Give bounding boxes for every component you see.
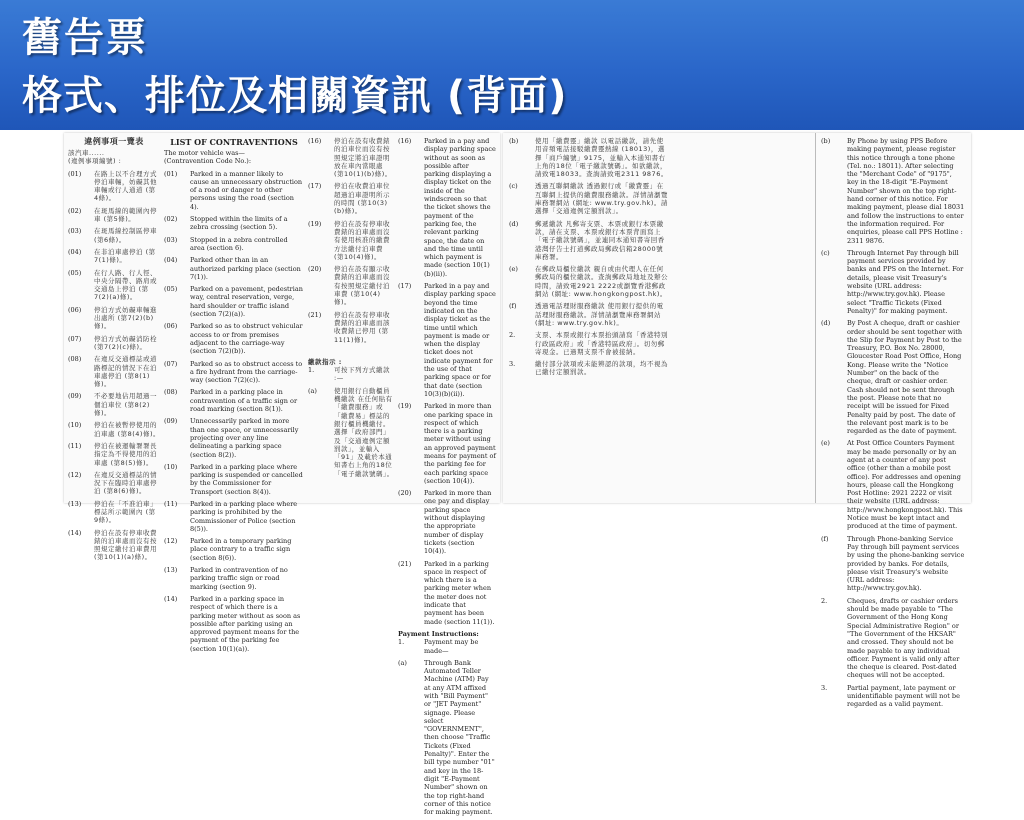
item-text: 使用銀行自動櫃員機繳款 在任何貼有「繳費服務」或「繳費易」標誌的銀行櫃員機繳付。選擇「政府部門」及「交通違例定額罰款」，並輸入「91」及載於本通知書右上角的18位「電子繳款號碼」。	[334, 386, 394, 478]
item-text: 在非泊車處停泊 (第7(1)條)。	[94, 247, 156, 265]
list-item	[164, 360, 304, 385]
item-number: (20)	[398, 489, 412, 498]
item-text: 在違反交通標誌的情況下在臨時泊車處停泊 (第8(6)條)。	[94, 470, 157, 496]
list-item	[164, 256, 304, 281]
list-item	[164, 500, 304, 533]
item-number: (12)	[68, 470, 82, 479]
list-item	[398, 137, 496, 278]
item-text: 透過互聯網繳款 透過銀行或「繳費靈」在互聯網上提供的繳費服務繳款。詳情請瀏覽庫務署網站 (網址: www.try.gov.hk)。請選擇「交通違例定額罰款」。	[535, 182, 668, 216]
item-text: Through Bank Automated Teller Machine (ATM) Pay at any ATM affixed with "Bill Payment" or "JET Payment" signage. Please select "GOVERNMENT", then choose "Traffic Tickets (Fixed Penalty)". Enter the bill type number "01" and key in the 18-digit "E-Payment Number" shown on the top right-hand corner of this notice for making payment.	[424, 658, 495, 817]
ticket-back-right-page	[503, 133, 971, 709]
zh-payment-methods	[509, 137, 669, 377]
item-number: (13)	[68, 499, 82, 508]
item-text: By Phone by using PPS Before making payment, please register this notice through a tone phone (Tel. no.: 18011). After selecting the "Merchant Code" of "9175", key in the 18-digit "E-Payment Number" shown on the top right-hand corner of this notice. For making payment, please dial 18031 and follow the instructions to enter the information required. For enquiries, please call PPS Hotline : 2311 9876.	[847, 137, 965, 245]
item-text: 在行人路、行人徑、中央分隔帶、路肩或交通島上停泊 (第7(2)(a)條)。	[94, 268, 157, 302]
list-item	[164, 463, 304, 496]
item-text: 使用「繳費靈」繳款 以電話繳款，請先使用音頻電話接駁繳費靈熱線 (18013)，選擇「商戶編號」9175，並輸入本通知書右上角的18位「電子繳款號碼」。如欲繳款，請致電18033。查詢請致電2311 9876。	[535, 137, 668, 179]
item-text: At Post Office Counters Payment may be made personally or by an agent at a counter of any post office (other than a mobile post office). For addresses and opening hours, please call the Hongkong Post Hotline: 2921 2222 or visit their website (URL address: http://www.hongkongpost.hk). This Notice must be kept intact and produced at the time of payment.	[847, 439, 963, 531]
item-text: Cheques, drafts or cashier orders should be made payable to "The Government of the Hong Kong Special Administrative Region" or "The Government of the HKSAR" and crossed. They should not be made payable to any individual officer. Payment is valid only after the cheque is cleared. Post-dated cheques will not be accepted.	[847, 596, 960, 680]
list-item	[821, 249, 965, 315]
list-item	[821, 597, 965, 680]
item-number: (14)	[68, 528, 82, 537]
list-item	[821, 535, 965, 593]
en-payment-list	[398, 638, 496, 816]
list-item	[164, 537, 304, 562]
zh-code-label: (違例事項編號) :	[68, 157, 122, 166]
list-item	[68, 306, 160, 331]
en-vehicle-label: The motor vehicle was—	[164, 149, 245, 157]
list-item	[68, 442, 160, 467]
item-number: (16)	[308, 137, 322, 145]
zh-contravention-column	[68, 137, 160, 566]
en-payment-title: Payment Instructions:	[398, 629, 479, 638]
list-item	[308, 311, 394, 344]
item-number: (12)	[164, 537, 178, 546]
item-number: (14)	[164, 594, 178, 603]
item-text: Parked so as to obstruct access to a fire hydrant from the carriage-way (section 7(2)(c)).	[190, 359, 303, 385]
en-contravention-column-b	[398, 137, 496, 820]
item-text: 停泊在被暫停使用的泊車處 (第8(4)條)。	[94, 421, 160, 438]
item-number: (20)	[308, 265, 322, 274]
item-number: (07)	[164, 359, 178, 368]
zh-list-title: 違例事項一覽表	[84, 137, 144, 146]
list-item	[68, 227, 160, 244]
item-number: (10)	[68, 421, 82, 430]
list-item	[509, 220, 669, 261]
list-item	[68, 392, 160, 417]
en-contravention-list	[164, 170, 304, 653]
item-number: (13)	[164, 566, 178, 575]
item-number: 1.	[308, 366, 315, 375]
list-item	[398, 489, 496, 555]
item-text: 在斑馬線控制區停車 (第6條)。	[94, 227, 157, 244]
ticket-back-left-page	[64, 133, 500, 817]
zh-contravention-column-b	[308, 137, 394, 482]
item-text: Parked in a pay and display parking space without as soon as possible after parking displaying a display ticket on the inside of the windscreen so that the ticket shows the payment of the parking fee, the relevant parking space, the date on and the time until which payment is made (section 10(1)(b)(ii)).	[424, 137, 496, 278]
column-divider	[815, 133, 816, 503]
list-item	[308, 182, 394, 215]
item-text: 在郵政局櫃位繳款 親自或由代理人在任何郵政局的櫃位繳款。查詢郵政局地址及辦公時間，請致電2921 2222或瀏覽香港郵政網站 (網址: www.hongkongpost.hk)。	[535, 265, 668, 299]
item-text: 停泊在收費泊車位超過泊車證明所示的時間 (第10(3)(b)條)。	[334, 182, 390, 216]
item-text: Parked in more than one pay and display parking space without displaying the appropriate number of display tickets (section 10(4)).	[424, 489, 492, 556]
item-number: 2.	[821, 596, 828, 605]
item-text: Parked in a temporary parking place contrary to a traffic sign (section 8(6)).	[190, 537, 292, 562]
item-number: (03)	[68, 227, 82, 236]
list-item	[308, 366, 394, 383]
item-text: Parked in a manner likely to cause an unnecessary obstruction of a road or danger to other persons using the road (section 4).	[190, 169, 303, 211]
item-number: 1.	[398, 638, 405, 647]
item-text: 支票、本票或銀行本票抬頭請寫「香港特別行政區政府」或「香港特區政府」。切勿郵寄現金。已過期支票不會被接納。	[535, 331, 668, 356]
list-item	[398, 282, 496, 398]
item-number: 3.	[821, 683, 828, 692]
list-item	[68, 355, 160, 388]
list-item	[68, 471, 160, 496]
list-item	[68, 500, 160, 525]
item-text: Parked in a parking space in respect of which there is a parking meter without as soon as possible after parking using an approved payment means for the payment of the parking fee (section 10(1)(a)).	[190, 594, 301, 653]
list-item	[509, 265, 669, 298]
item-number: 2.	[509, 331, 516, 340]
item-number: (a)	[398, 658, 407, 667]
list-item	[308, 387, 394, 478]
item-text: 繳付部分款項或未能辨認的款項，均不視為已繳付定額罰款。	[535, 360, 668, 377]
list-item	[398, 638, 496, 655]
item-number: (10)	[164, 462, 178, 471]
item-text: Parked so as to obstruct vehicular access to or from premises adjacent to the carriage-way (section 7(2)(b)).	[190, 322, 303, 356]
list-item	[164, 595, 304, 653]
item-text: Parked in a parking place where parking is prohibited by the Commissioner of Police (section 8(5)).	[190, 499, 298, 533]
list-item	[164, 322, 304, 355]
list-item	[821, 137, 965, 245]
item-number: (b)	[509, 137, 519, 145]
item-text: Parked in a pay and display parking space beyond the time indicated on the display ticket as the time until which payment is made or when the display ticket does not indicate payment for the use of that parking space or for that date (section 10(3)(b)(ii)).	[424, 282, 496, 398]
list-item	[308, 265, 394, 306]
item-text: Through Internet Pay through bill payment services provided by banks and PPS on the Internet. For details, please visit Treasury's website (URL address: http://www.try.gov.hk). Please select "Traffic Tickets (Fixed Penalty)" for making payment.	[847, 248, 964, 315]
item-text: Stopped within the limits of a zebra crossing (section 5).	[190, 215, 288, 232]
item-text: Parked other than in an authorized parking place (section 7(1)).	[190, 256, 301, 281]
list-item	[164, 417, 304, 458]
item-number: (03)	[164, 235, 178, 244]
item-text: 停泊方式妨礙車輛進出處所 (第7(2)(b)條)。	[94, 305, 157, 331]
item-number: (e)	[509, 265, 518, 274]
item-text: 停泊在設有顯示收費錶的泊車處而沒有按照規定繳付泊車費 (第10(4)條)。	[334, 265, 390, 307]
item-number: (c)	[821, 248, 830, 257]
item-text: 停泊在設有停車收費錶的泊車處而沒有使用核准的繳費方法繳付泊車費 (第10(4)條)。	[334, 219, 390, 261]
item-text: 停泊在設有收費錶的泊車位而沒有按照規定將泊車證明放在車內當眼處 (第10(1)(b)條)。	[334, 137, 392, 179]
item-number: (19)	[398, 402, 412, 411]
item-text: 停泊在被運輸署署長指定為不得使用的泊車處 (第8(5)條)。	[94, 441, 157, 467]
item-number: (02)	[164, 215, 178, 224]
list-item	[398, 402, 496, 485]
item-number: (04)	[164, 256, 178, 265]
list-item	[68, 248, 160, 265]
item-number: (07)	[68, 334, 82, 343]
item-text: Payment may be made—	[424, 638, 479, 655]
list-item	[164, 285, 304, 318]
list-item	[68, 269, 160, 302]
item-number: (02)	[68, 206, 82, 215]
list-item	[821, 439, 965, 530]
item-text: Parked in more than one parking space in respect of which there is a parking meter without using an approved payment means for payment of the parking fee for each parking space (section 10(4)).	[424, 402, 496, 485]
item-text: 郵遞繳款 凡郵寄支票、本票或銀行本票繳款，請在支票、本票或銀行本票背面寫上「電子繳款號碼」，並連同本通知書寄回香港灣仔告士打道郵政局郵政信箱28000號庫務署。	[535, 219, 665, 261]
list-item	[821, 319, 965, 435]
item-number: (09)	[164, 417, 178, 426]
item-number: (16)	[398, 137, 412, 145]
list-item	[68, 170, 160, 203]
en-code-label: (Contravention Code No.):	[164, 157, 252, 166]
item-number: (09)	[68, 392, 82, 401]
item-number: (08)	[68, 355, 82, 364]
item-number: 3.	[509, 360, 516, 369]
list-item	[821, 684, 965, 709]
item-text: 在斑馬線的範圍內停車 (第5條)。	[94, 206, 157, 224]
item-number: (e)	[821, 439, 830, 448]
item-number: (11)	[164, 499, 178, 508]
item-number: (c)	[509, 182, 518, 191]
list-item	[164, 236, 304, 253]
zh-payment-title: 繳款指示 :	[308, 357, 342, 366]
item-text: 透過電話理財服務繳款 使用銀行提供的電話理財服務繳款。詳情請瀏覽庫務署網站 (網址: www.try.gov.hk)。	[535, 302, 664, 327]
item-number: (d)	[821, 319, 831, 328]
zh-payment-column	[509, 137, 669, 381]
list-item	[68, 335, 160, 352]
item-number: (21)	[398, 559, 412, 568]
item-number: (f)	[509, 302, 517, 311]
item-number: (05)	[164, 285, 178, 294]
list-item	[398, 659, 496, 817]
slide-subtitle: 格式、排位及相關資訊 (背面)	[22, 73, 568, 119]
item-number: (f)	[821, 534, 829, 543]
item-number: (a)	[308, 386, 317, 395]
item-number: (b)	[821, 137, 831, 145]
list-item	[68, 207, 160, 224]
item-text: Parked in contravention of no parking traffic sign or road marking (section 9).	[190, 566, 288, 591]
slide-title: 舊告票	[22, 15, 148, 61]
item-number: (01)	[68, 169, 82, 178]
item-number: (08)	[164, 388, 178, 397]
item-number: (05)	[68, 268, 82, 277]
en-list-title: LIST OF CONTRAVENTIONS	[170, 137, 298, 147]
item-text: Parked in a parking place in contravention of a traffic sign or road marking (section 8(1)).	[190, 388, 298, 414]
item-text: 不必要地佔用超過一個泊車位 (第8(2)條)。	[94, 392, 157, 418]
item-number: (11)	[68, 441, 82, 450]
list-item	[164, 215, 304, 232]
list-item	[509, 331, 669, 356]
item-text: Parked in a parking place where parking is suspended or cancelled by the Commissioner for Transport (section 8(4)).	[190, 462, 303, 496]
zh-contravention-list	[68, 170, 160, 562]
item-text: Parked in a parking space in respect of which there is a parking meter when the meter does not indicate that payment has been made (section 11(1)).	[424, 559, 495, 626]
item-number: (06)	[68, 305, 82, 314]
en-payment-methods	[821, 137, 965, 709]
item-number: (01)	[164, 169, 178, 178]
item-text: 停泊在設有停車收費錶的泊車處而沒有按照規定繳付泊車費用 (第10(1)(a)條)。	[94, 528, 157, 562]
list-item	[68, 529, 160, 562]
list-item	[164, 170, 304, 211]
item-number: (17)	[398, 282, 412, 291]
list-item	[308, 220, 394, 261]
item-text: Stopped in a zebra controlled area (section 6).	[190, 235, 288, 252]
item-number: (21)	[308, 310, 322, 319]
item-text: Through Phone-banking Service Pay through bill payment services by using the phone-banking service provided by banks. For details, please visit Treasury's website (URL address: http://www.try.gov.hk).	[847, 534, 965, 593]
item-text: 停泊方式妨礙消防栓 (第7(2)(c)條)。	[94, 334, 157, 351]
en-payment-column	[821, 137, 965, 713]
zh-contravention-list-b	[308, 137, 394, 344]
item-number: (04)	[68, 247, 82, 256]
slide-header	[0, 0, 1024, 130]
item-number: (06)	[164, 322, 178, 331]
item-number: (19)	[308, 219, 322, 228]
en-contravention-list-b	[398, 137, 496, 626]
en-contravention-column	[164, 137, 304, 657]
item-text: 可按下列方式繳款 :—	[334, 366, 390, 383]
item-text: 停泊在「不准泊車」標誌所示範圍內 (第9條)。	[94, 499, 157, 525]
list-item	[68, 421, 160, 438]
list-item	[509, 137, 669, 178]
item-number: (17)	[308, 182, 322, 191]
list-item	[509, 302, 669, 327]
item-text: Partial payment, late payment or unidentifiable payment will not be regarded as a valid payment.	[847, 683, 960, 709]
list-item	[509, 182, 669, 215]
item-number: (d)	[509, 219, 519, 228]
item-text: Parked on a pavement, pedestrian way, central reservation, verge, hard shoulder or traffic island (section 7(2)(a)).	[190, 285, 303, 319]
item-text: 在路上以不合理方式停泊車輛，妨礙其他車輛或行人通道 (第4條)。	[94, 169, 157, 203]
list-item	[164, 388, 304, 413]
item-text: By Post A cheque, draft or cashier order should be sent together with the Slip for Payment by Post to the Treasury, P.O. Box No. 28000, Gloucester Road Post Office, Hong Kong. Please write the "Notice Number" on the back of the cheque, draft or cashier order. Cash should not be sent through the post. Please note that no receipt will be issued for Fixed Penalty paid by post. The date of the relevant post mark is to be regarded as the date of payment.	[847, 319, 963, 436]
zh-payment-list	[308, 366, 394, 478]
item-text: 在違反交通標誌或道路標記的情況下在泊車處停泊 (第8(1)條)。	[94, 355, 157, 389]
list-item	[164, 566, 304, 591]
item-text: 停泊在設有停車收費錶的泊車處而該收費錶已停用 (第11(1)條)。	[334, 310, 390, 344]
zh-vehicle-label: 該汽車......	[68, 149, 105, 157]
item-text: Unnecessarily parked in more than one space, or unnecessarily projecting over any line delineating a parking space (section 8(2)).	[190, 417, 299, 459]
list-item	[509, 360, 669, 377]
list-item	[398, 560, 496, 626]
list-item	[308, 137, 394, 178]
